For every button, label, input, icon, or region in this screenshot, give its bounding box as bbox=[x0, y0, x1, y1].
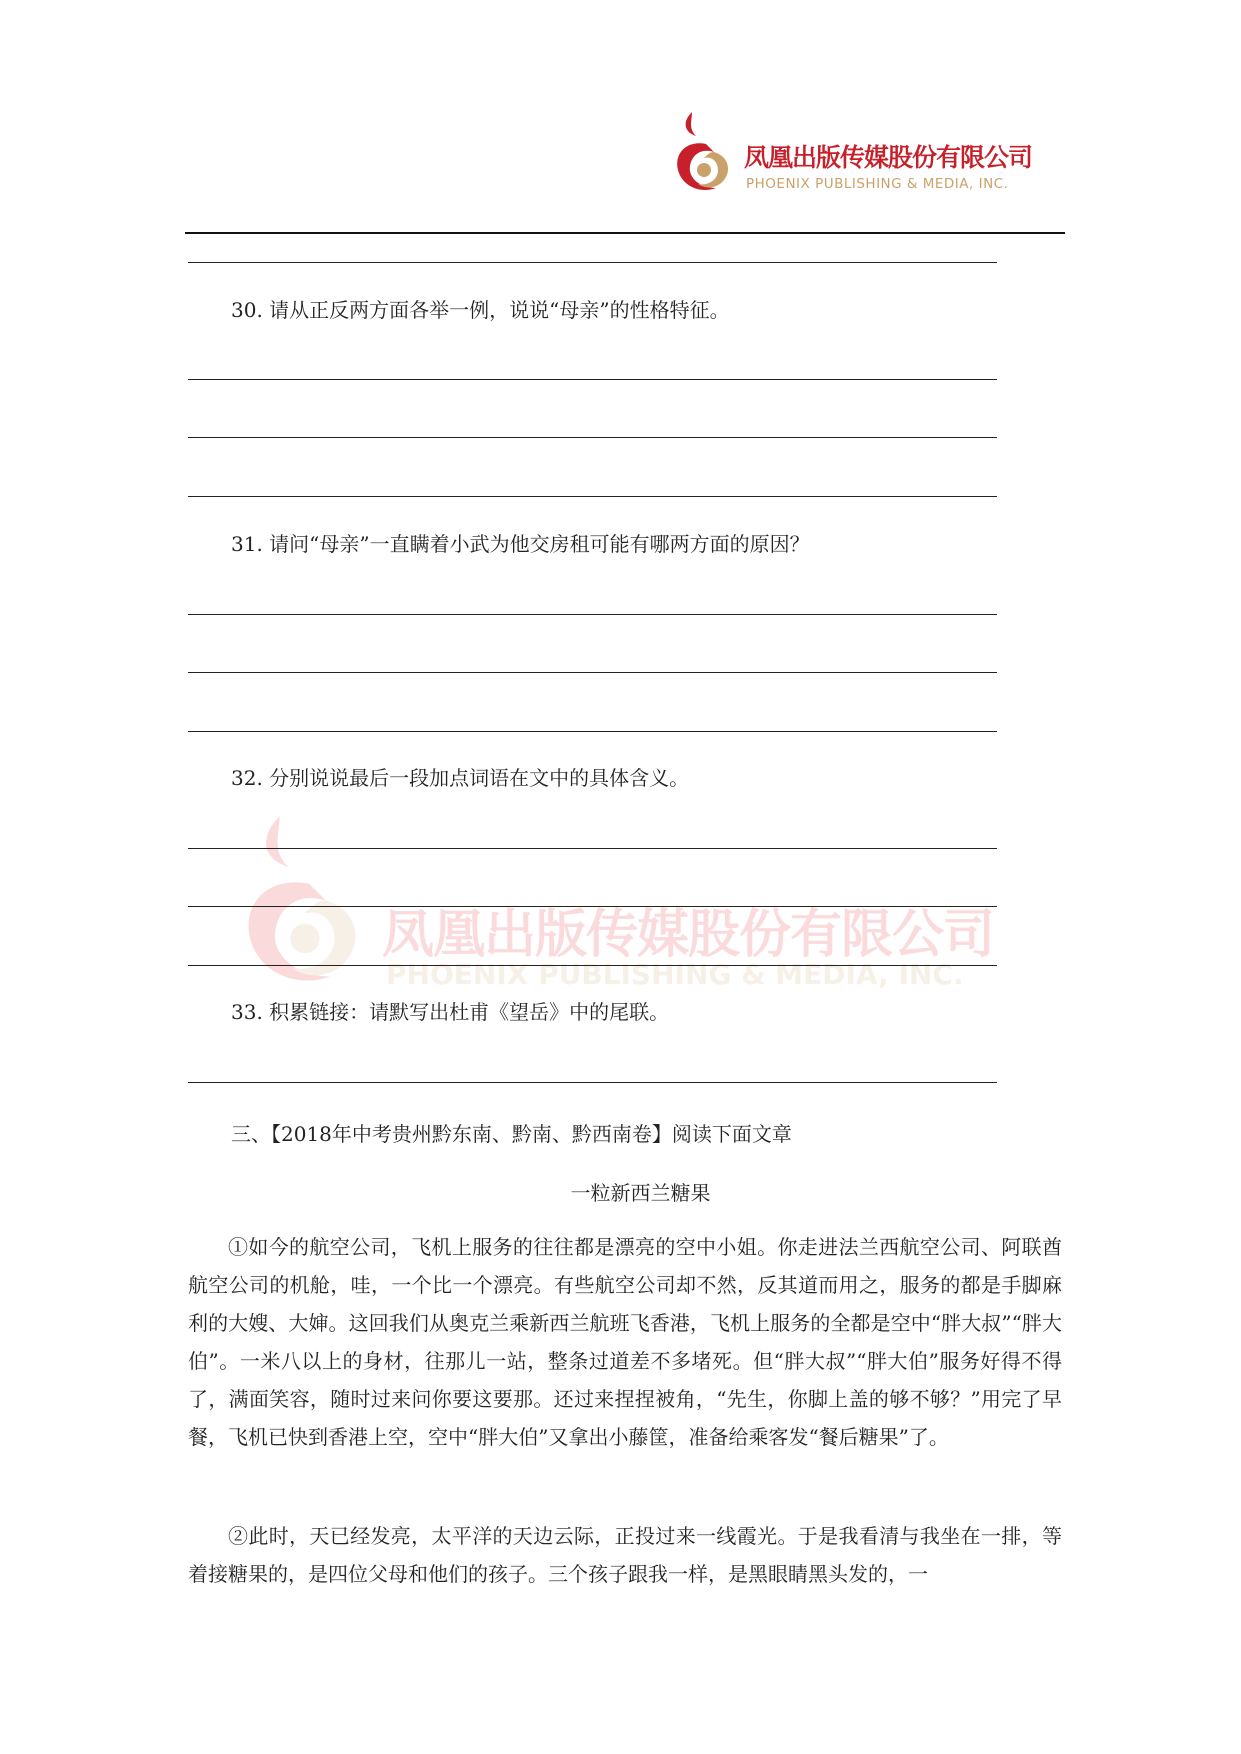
watermark-phoenix-icon bbox=[232, 808, 382, 1008]
answer-line bbox=[188, 1082, 997, 1083]
watermark-english-name: PHOENIX PUBLISHING & MEDIA, INC. bbox=[386, 958, 964, 991]
answer-line bbox=[188, 848, 997, 849]
question-33: 33. 积累链接：请默写出杜甫《望岳》中的尾联。 bbox=[231, 1000, 670, 1024]
watermark-chinese-name: 凤凰出版传媒股份有限公司 bbox=[382, 905, 995, 965]
answer-line bbox=[188, 379, 997, 380]
watermark bbox=[232, 808, 1032, 1008]
phoenix-logo-icon bbox=[670, 108, 740, 203]
paragraph-1: ①如今的航空公司，飞机上服务的往往都是漂亮的空中小姐。你走进法兰西航空公司、阿联酋航空公司的机舱，哇，一个比一个漂亮。有些航空公司却不然，反其道而用之，服务的都是手脚麻利的大嫂、大婶。这回我们从奥克兰乘新西兰航班飞香港，飞机上服务的全都是空中“胖大叔”“胖大伯”。一米八以上的身材，往那儿一站，整条过道差不多堵死。但“胖大叔”“胖大伯”服务好得不得了，满面笑容，随时过来问你要这要那。还过来捏捏被角，“先生，你脚上盖的够不够？”用完了早餐，飞机已快到香港上空，空中“胖大伯”又拿出小藤筐，准备给乘客发“餐后糖果”了。 bbox=[188, 1235, 1062, 1449]
answer-line bbox=[188, 906, 997, 907]
answer-line bbox=[188, 437, 997, 438]
answer-line bbox=[188, 731, 997, 732]
section-heading: 三、【2018年中考贵州黔东南、黔南、黔西南卷】阅读下面文章 bbox=[231, 1122, 792, 1146]
paragraph-2: ②此时，天已经发亮，太平洋的天边云际，正投过来一线霞光。于是我看清与我坐在一排，等着接糖果的，是四位父母和他们的孩子。三个孩子跟我一样，是黑眼睛黑头发的，一 bbox=[188, 1524, 1062, 1586]
answer-line bbox=[188, 614, 997, 615]
company-logo bbox=[670, 108, 1050, 208]
answer-line bbox=[188, 262, 997, 263]
logo-english-name: PHOENIX PUBLISHING & MEDIA, INC. bbox=[746, 176, 1009, 192]
question-31: 31. 请问“母亲”一直瞒着小武为他交房租可能有哪两方面的原因？ bbox=[231, 532, 810, 556]
answer-line bbox=[188, 496, 997, 497]
answer-line bbox=[188, 672, 997, 673]
question-32: 32. 分别说说最后一段加点词语在文中的具体含义。 bbox=[231, 766, 690, 790]
passage-title: 一粒新西兰糖果 bbox=[570, 1181, 711, 1205]
answer-line bbox=[188, 965, 997, 966]
header-divider bbox=[185, 232, 1065, 234]
logo-chinese-name: 凤凰出版传媒股份有限公司 bbox=[744, 143, 1033, 172]
question-30: 30. 请从正反两方面各举一例，说说“母亲”的性格特征。 bbox=[231, 298, 730, 322]
